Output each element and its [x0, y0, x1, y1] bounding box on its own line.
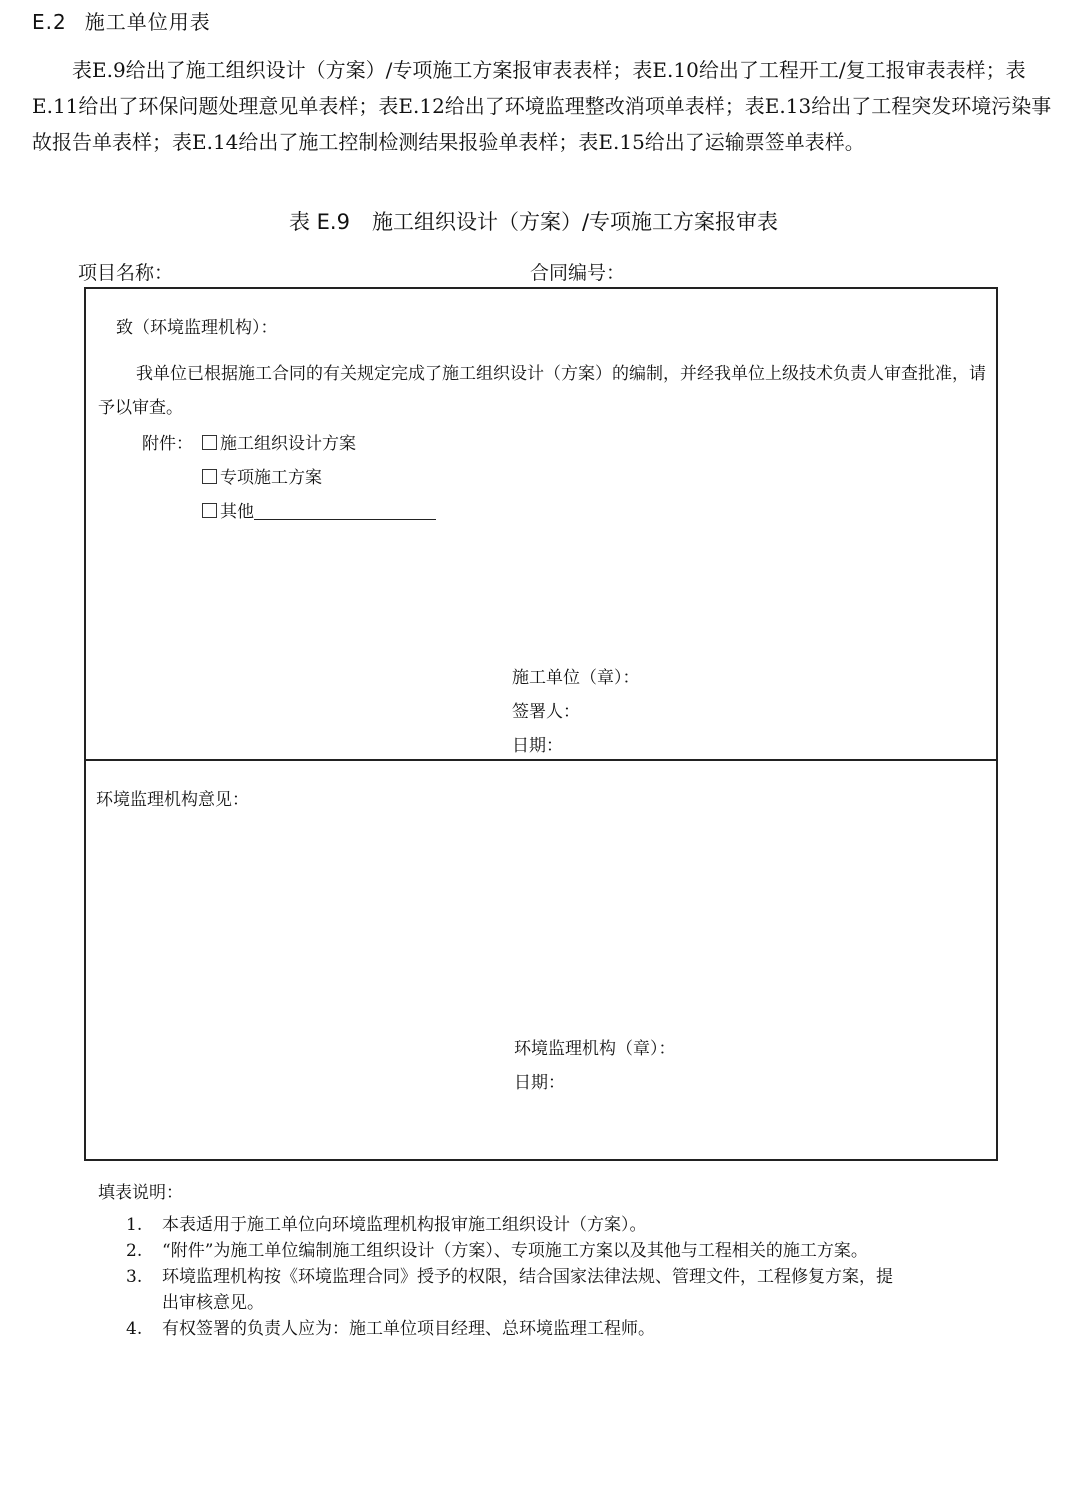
checkbox[interactable]	[202, 435, 217, 450]
other-blank-line[interactable]	[254, 505, 436, 520]
note-item	[126, 1264, 893, 1290]
checkbox[interactable]	[202, 503, 217, 518]
supervision-org-seal-label: 环境监理机构（章）：	[514, 1039, 676, 1059]
note-item	[126, 1316, 655, 1342]
note-text: 本表适用于施工单位向环境监理机构报审施工组织设计（方案）。	[162, 1215, 647, 1235]
note-text: 有权签署的负责人应为：施工单位项目经理、总环境监理工程师。	[162, 1319, 655, 1339]
signer-label: 签署人：	[512, 702, 580, 722]
note-text: “附件”为施工单位编制施工组织设计（方案）、专项施工方案以及其他与工程相关的施工方案。	[162, 1241, 868, 1261]
construction-unit-seal-label: 施工单位（章）：	[512, 668, 640, 688]
addressee: 致（环境监理机构）：	[116, 318, 278, 338]
attachment-item-label: 其他	[220, 502, 254, 522]
request-paragraph: 我单位已根据施工合同的有关规定完成了施工组织设计（方案）的编制，并经我单位上级技术负责人审查批准，请予以审查。	[98, 364, 986, 418]
section-number: E.2	[32, 10, 67, 34]
note-number: 4.	[126, 1319, 143, 1339]
attachment-label: 附件：	[142, 434, 193, 454]
section-divider	[86, 759, 996, 761]
note-item	[126, 1238, 868, 1264]
table-title	[0, 206, 1067, 236]
checkbox[interactable]	[202, 469, 217, 484]
intro-paragraph: 表E.9给出了施工组织设计（方案）/专项施工方案报审表表样；表E.10给出了工程开工/复工报审表表样；表E.11给出了环保问题处理意见单表样；表E.12给出了环境监理整改消项单表样；表E.13给出了工程突发环境污染事故报告单表样；表E.14给出了施工控制检测结果报验单表样；表E.15给出了运输票签单表样。	[32, 58, 1052, 154]
notes-title: 填表说明：	[98, 1183, 183, 1203]
date-label: 日期：	[514, 1073, 565, 1093]
attachment-item	[202, 429, 356, 454]
attachment-item	[202, 497, 436, 522]
project-name-label: 项目名称：	[78, 262, 174, 284]
attachment-item	[202, 463, 322, 488]
opinion-label: 环境监理机构意见：	[96, 790, 249, 810]
note-text: 环境监理机构按《环境监理合同》授予的权限，结合国家法律法规、管理文件，工程修复方案，提	[162, 1267, 893, 1287]
attachment-item-label: 专项施工方案	[220, 468, 322, 488]
report-form	[84, 287, 998, 1161]
date-label: 日期：	[512, 736, 563, 756]
table-code: 表 E.9	[288, 210, 350, 234]
note-item	[126, 1212, 647, 1238]
table-name: 施工组织设计（方案）/专项施工方案报审表	[371, 210, 779, 234]
section-title: 施工单位用表	[84, 10, 211, 34]
note-number: 3.	[126, 1267, 143, 1287]
note-number: 1.	[126, 1215, 143, 1235]
contract-no-label: 合同编号：	[530, 262, 626, 284]
attachment-item-label: 施工组织设计方案	[220, 434, 356, 454]
section-heading	[32, 6, 211, 35]
note-number: 2.	[126, 1241, 143, 1261]
note-text-continued: 出审核意见。	[162, 1293, 264, 1313]
